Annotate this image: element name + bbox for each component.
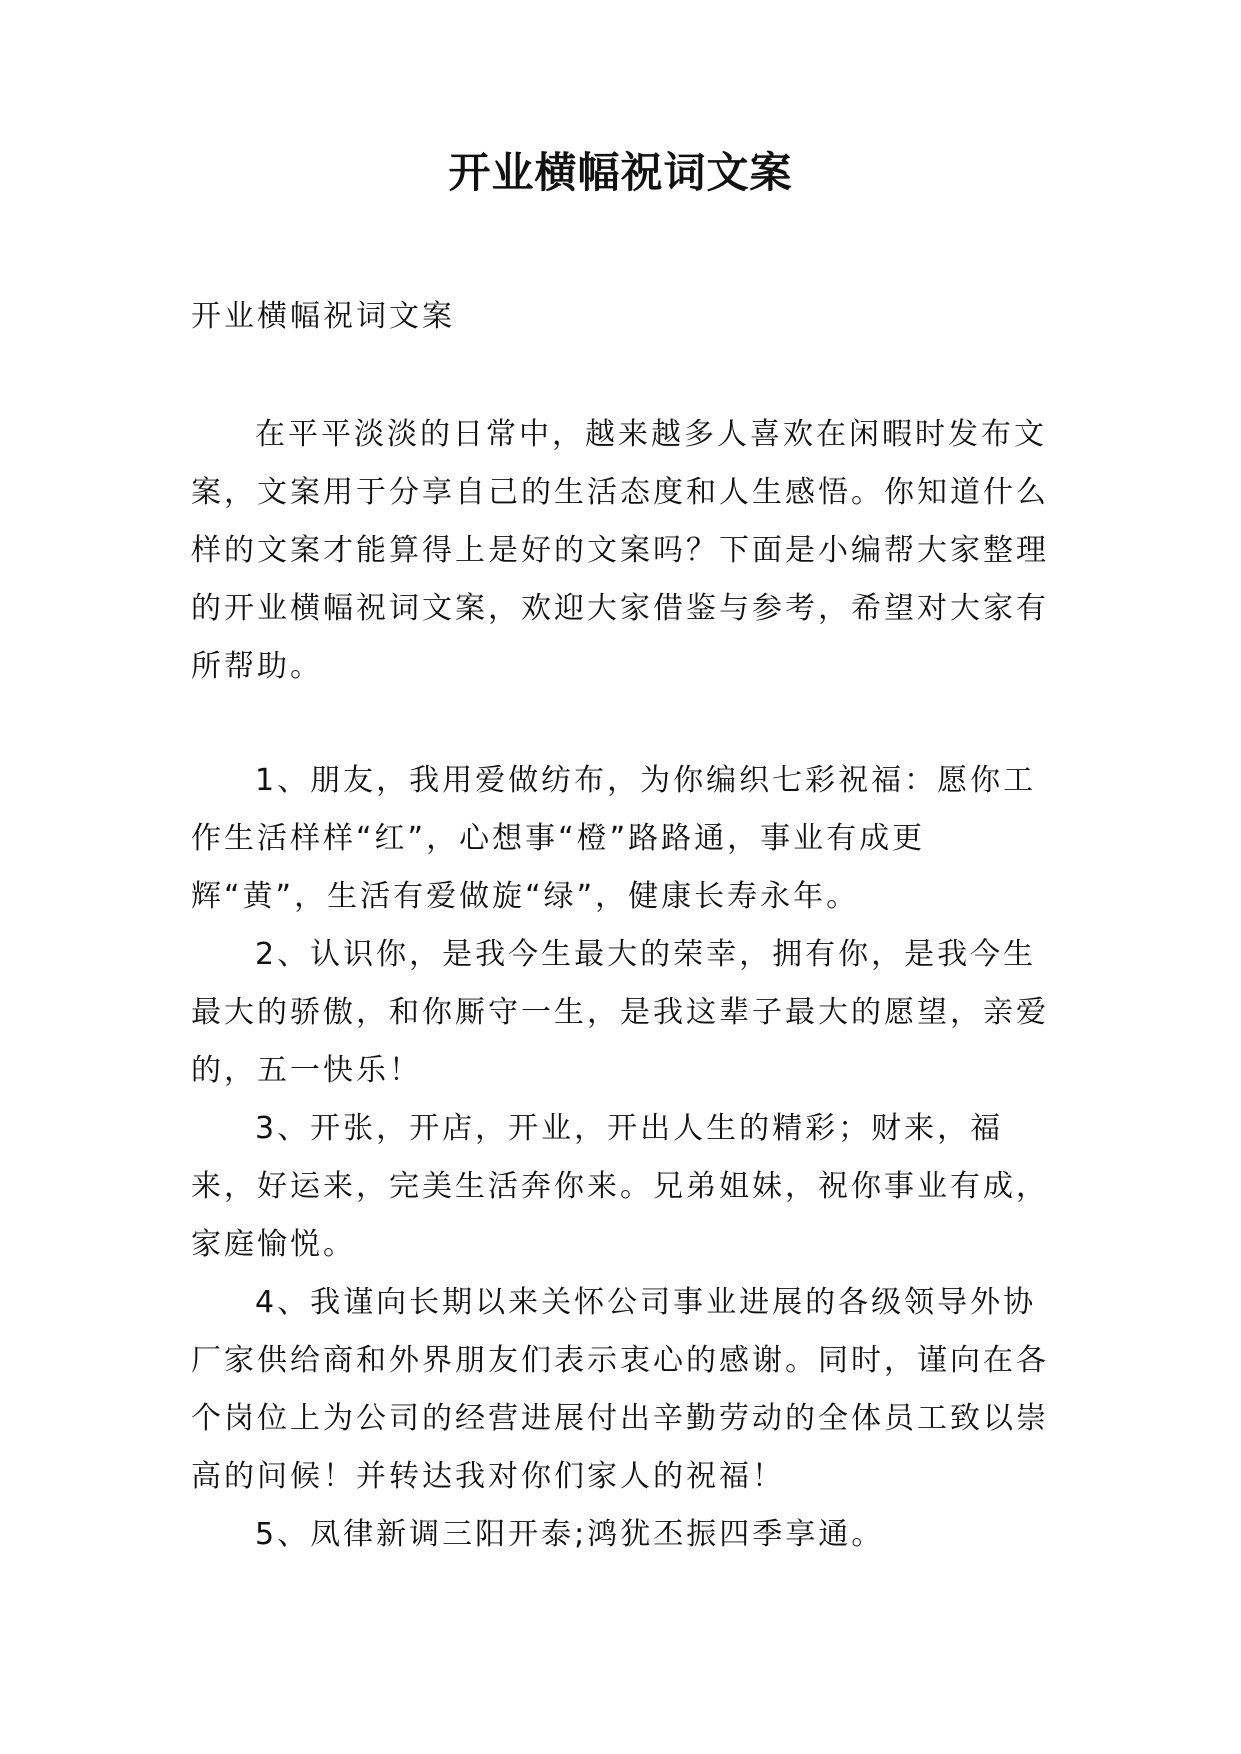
- list-item: 2、认识你，是我今生最大的荣幸，拥有你，是我今生最大的骄傲，和你厮守一生，是我这辈子最大的愿望，亲爱的，五一快乐！: [191, 937, 1049, 1088]
- list-item: 3、开张，开店，开业，开出人生的精彩；财来，福来，好运来，完美生活奔你来。兄弟姐妹，祝你事业有成，家庭愉悦。: [191, 1111, 1049, 1262]
- document-title: 开业横幅祝词文案: [448, 148, 793, 197]
- list-item: 1、朋友，我用爱做纺布，为你编织七彩祝福：愿你工作生活样样“红”，心想事“橙”路路通，事业有成更辉“黄”，生活有爱做旋“绿”，健康长寿永年。: [191, 763, 1037, 914]
- list-item: 5、凤律新调三阳开泰;鸿犹丕振四季享通。: [255, 1517, 885, 1552]
- list-item: 4、我谨向长期以来关怀公司事业进展的各级领导外协厂家供给商和外界朋友们表示衷心的感谢。同时，谨向在各个岗位上为公司的经营进展付出辛勤劳动的全体员工致以崇高的问候！并转达我对你们家人的祝福！: [191, 1285, 1049, 1494]
- intro-paragraph: 在平平淡淡的日常中，越来越多人喜欢在闲暇时发布文案，文案用于分享自己的生活态度和人生感悟。你知道什么样的文案才能算得上是好的文案吗？下面是小编帮大家整理的开业横幅祝词文案，欢迎大家借鉴与参考，希望对大家有所帮助。: [191, 417, 1049, 684]
- document-subtitle: 开业横幅祝词文案: [191, 299, 455, 334]
